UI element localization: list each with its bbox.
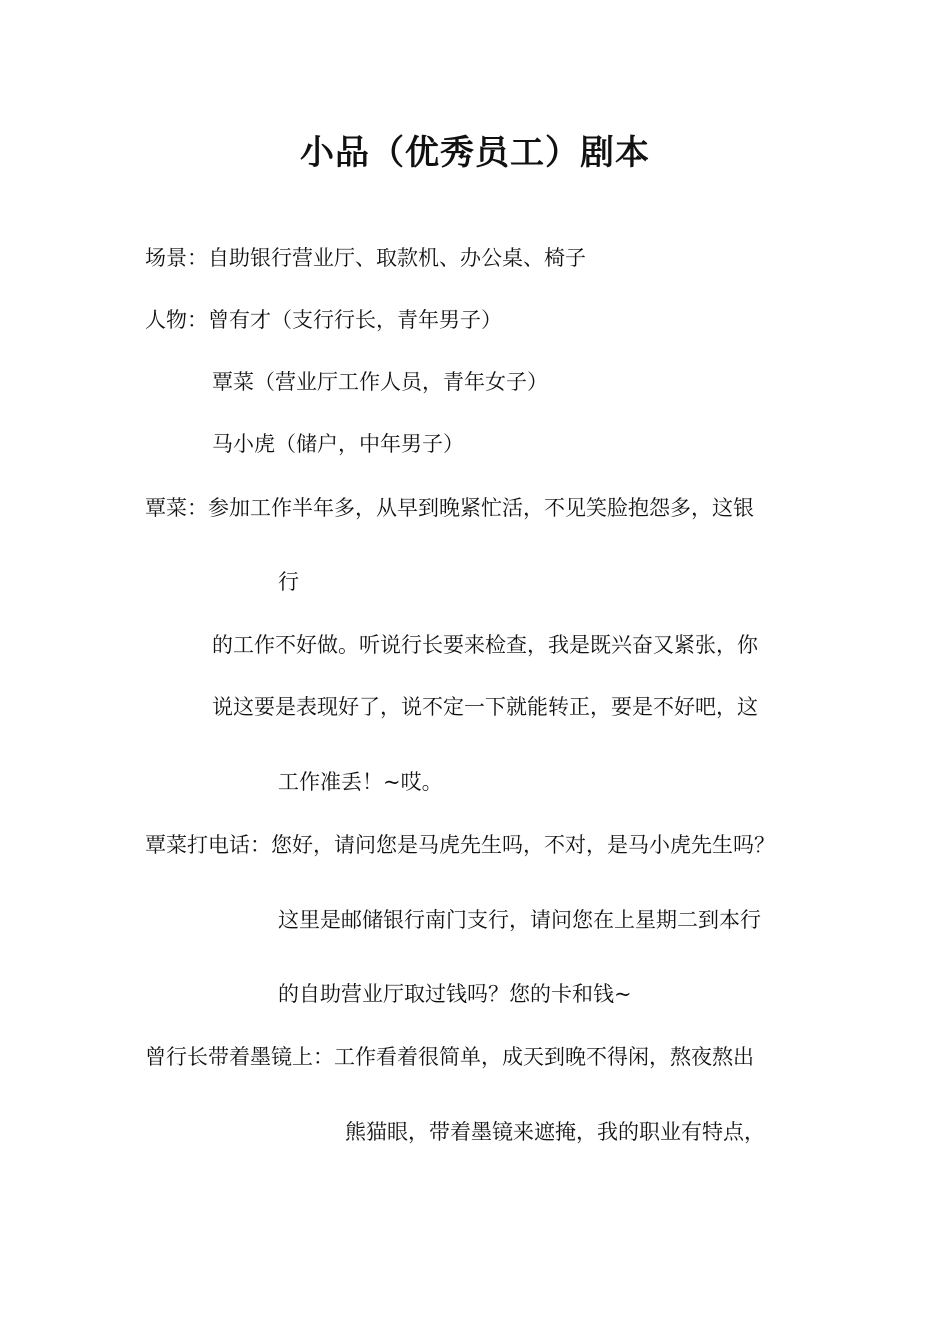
dialogue-line: 行 <box>278 570 299 594</box>
character-line: 覃菜（营业厅工作人员，青年女子） <box>212 370 548 394</box>
dialogue-line: 工作准丢！~哎。 <box>278 770 443 794</box>
dialogue-line: 说这要是表现好了，说不定一下就能转正，要是不好吧，这 <box>212 695 758 719</box>
dialogue-line: 的工作不好做。听说行长要来检查，我是既兴奋又紧张，你 <box>212 633 758 657</box>
characters-line: 人物：曾有才（支行行长，青年男子） <box>145 308 502 332</box>
page-title: 小品（优秀员工）剧本 <box>300 133 650 173</box>
dialogue-line: 熊猫眼，带着墨镜来遮掩，我的职业有特点， <box>345 1120 765 1144</box>
character-line: 马小虎（储户，中年男子） <box>212 432 464 456</box>
dialogue-line: 覃菜：参加工作半年多，从早到晚紧忙活，不见笑脸抱怨多，这银 <box>145 496 754 520</box>
scene-line: 场景：自助银行营业厅、取款机、办公桌、椅子 <box>145 246 586 270</box>
dialogue-line: 覃菜打电话：您好，请问您是马虎先生吗，不对，是马小虎先生吗？ <box>145 833 775 857</box>
dialogue-line: 这里是邮储银行南门支行，请问您在上星期二到本行 <box>278 908 761 932</box>
dialogue-line: 的自助营业厅取过钱吗？您的卡和钱~ <box>278 982 632 1006</box>
dialogue-line: 曾行长带着墨镜上：工作看着很简单，成天到晚不得闲，熬夜熬出 <box>145 1045 754 1069</box>
